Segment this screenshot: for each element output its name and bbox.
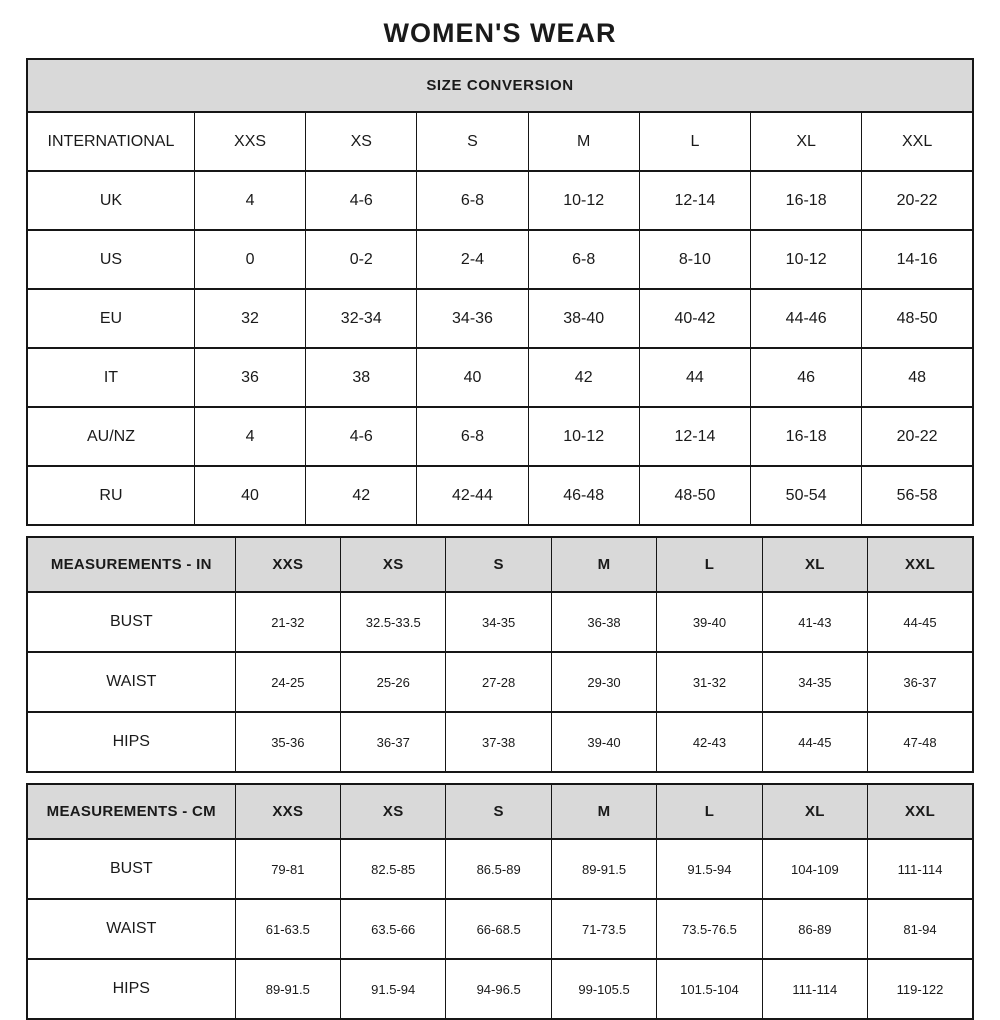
cell: 66-68.5 <box>446 899 551 959</box>
measurements-in-header-row <box>27 537 973 592</box>
cell: 8-10 <box>639 230 750 289</box>
cell: 42-43 <box>657 712 762 772</box>
col-header-xxs: XXS <box>194 112 305 171</box>
table-row-eu <box>27 289 973 348</box>
col-header-m: M <box>528 112 639 171</box>
row-label: BUST <box>27 592 235 652</box>
cell: 16-18 <box>751 171 862 230</box>
cell: 20-22 <box>862 407 973 466</box>
cell: 32 <box>194 289 305 348</box>
cell: 42 <box>306 466 417 525</box>
cell: 38-40 <box>528 289 639 348</box>
measurements-in-table <box>26 536 974 773</box>
cell: 12-14 <box>639 171 750 230</box>
cell: 24-25 <box>235 652 340 712</box>
cell: 6-8 <box>417 171 528 230</box>
cell: 39-40 <box>551 712 656 772</box>
cell: 32.5-33.5 <box>341 592 446 652</box>
cell: 46-48 <box>528 466 639 525</box>
row-label: IT <box>27 348 194 407</box>
cell: 89-91.5 <box>235 959 340 1019</box>
cell: 34-35 <box>446 592 551 652</box>
row-label: UK <box>27 171 194 230</box>
cell: 89-91.5 <box>551 839 656 899</box>
cell: 63.5-66 <box>341 899 446 959</box>
cell: 4 <box>194 407 305 466</box>
table-row-us <box>27 230 973 289</box>
row-label: RU <box>27 466 194 525</box>
cell: 4-6 <box>306 407 417 466</box>
cell: 99-105.5 <box>551 959 656 1019</box>
cell: 21-32 <box>235 592 340 652</box>
cell: 46 <box>751 348 862 407</box>
cell: 10-12 <box>528 171 639 230</box>
cell: 91.5-94 <box>341 959 446 1019</box>
cell: 44-46 <box>751 289 862 348</box>
col-header-xs: XS <box>306 112 417 171</box>
col-header-m: M <box>551 537 656 592</box>
col-header-s: S <box>446 537 551 592</box>
cell: 82.5-85 <box>341 839 446 899</box>
row-label: AU/NZ <box>27 407 194 466</box>
col-header-l: L <box>657 784 762 839</box>
col-header-xxl: XXL <box>868 537 973 592</box>
cell: 36-38 <box>551 592 656 652</box>
cell: 25-26 <box>341 652 446 712</box>
cell: 6-8 <box>528 230 639 289</box>
row-label: BUST <box>27 839 235 899</box>
cell: 56-58 <box>862 466 973 525</box>
cell: 101.5-104 <box>657 959 762 1019</box>
cell: 48-50 <box>639 466 750 525</box>
row-label: US <box>27 230 194 289</box>
cell: 27-28 <box>446 652 551 712</box>
cell: 47-48 <box>868 712 973 772</box>
col-header-measurements-cm: MEASUREMENTS - CM <box>27 784 235 839</box>
cell: 31-32 <box>657 652 762 712</box>
table-row-bust-in <box>27 592 973 652</box>
table-row-waist-in <box>27 652 973 712</box>
col-header-xl: XL <box>751 112 862 171</box>
cell: 35-36 <box>235 712 340 772</box>
cell: 34-35 <box>762 652 867 712</box>
cell: 39-40 <box>657 592 762 652</box>
cell: 2-4 <box>417 230 528 289</box>
measurements-cm-table <box>26 783 974 1020</box>
cell: 36-37 <box>341 712 446 772</box>
size-conversion-table <box>26 58 974 526</box>
col-header-xl: XL <box>762 784 867 839</box>
table-row-it <box>27 348 973 407</box>
col-header-xxs: XXS <box>235 784 340 839</box>
table-row-aunz <box>27 407 973 466</box>
table-row-ru <box>27 466 973 525</box>
col-header-xs: XS <box>341 784 446 839</box>
measurements-cm-header-row <box>27 784 973 839</box>
col-header-s: S <box>446 784 551 839</box>
size-conversion-title-row <box>27 59 973 112</box>
col-header-xxs: XXS <box>235 537 340 592</box>
cell: 79-81 <box>235 839 340 899</box>
cell: 10-12 <box>528 407 639 466</box>
cell: 12-14 <box>639 407 750 466</box>
cell: 20-22 <box>862 171 973 230</box>
col-header-measurements-in: MEASUREMENTS - IN <box>27 537 235 592</box>
cell: 0 <box>194 230 305 289</box>
cell: 4-6 <box>306 171 417 230</box>
cell: 4 <box>194 171 305 230</box>
cell: 111-114 <box>868 839 973 899</box>
col-header-xxl: XXL <box>862 112 973 171</box>
col-header-international: INTERNATIONAL <box>27 112 194 171</box>
cell: 40 <box>194 466 305 525</box>
cell: 81-94 <box>868 899 973 959</box>
size-conversion-title: SIZE CONVERSION <box>27 59 973 112</box>
cell: 40 <box>417 348 528 407</box>
cell: 44-45 <box>868 592 973 652</box>
cell: 111-114 <box>762 959 867 1019</box>
cell: 40-42 <box>639 289 750 348</box>
row-label: WAIST <box>27 652 235 712</box>
cell: 37-38 <box>446 712 551 772</box>
cell: 16-18 <box>751 407 862 466</box>
cell: 36 <box>194 348 305 407</box>
table-row-hips-cm <box>27 959 973 1019</box>
cell: 14-16 <box>862 230 973 289</box>
cell: 42-44 <box>417 466 528 525</box>
col-header-xxl: XXL <box>868 784 973 839</box>
cell: 29-30 <box>551 652 656 712</box>
col-header-l: L <box>639 112 750 171</box>
page-title: WOMEN'S WEAR <box>383 18 617 48</box>
cell: 10-12 <box>751 230 862 289</box>
cell: 86-89 <box>762 899 867 959</box>
col-header-xs: XS <box>341 537 446 592</box>
cell: 6-8 <box>417 407 528 466</box>
table-row-uk <box>27 171 973 230</box>
table-row-waist-cm <box>27 899 973 959</box>
cell: 0-2 <box>306 230 417 289</box>
table-row-hips-in <box>27 712 973 772</box>
cell: 94-96.5 <box>446 959 551 1019</box>
cell: 32-34 <box>306 289 417 348</box>
cell: 91.5-94 <box>657 839 762 899</box>
cell: 119-122 <box>868 959 973 1019</box>
col-header-l: L <box>657 537 762 592</box>
cell: 48-50 <box>862 289 973 348</box>
table-row-bust-cm <box>27 839 973 899</box>
row-label: HIPS <box>27 712 235 772</box>
cell: 36-37 <box>868 652 973 712</box>
cell: 41-43 <box>762 592 867 652</box>
row-label: WAIST <box>27 899 235 959</box>
cell: 104-109 <box>762 839 867 899</box>
col-header-xl: XL <box>762 537 867 592</box>
cell: 73.5-76.5 <box>657 899 762 959</box>
cell: 71-73.5 <box>551 899 656 959</box>
cell: 48 <box>862 348 973 407</box>
row-label: HIPS <box>27 959 235 1019</box>
cell: 61-63.5 <box>235 899 340 959</box>
col-header-s: S <box>417 112 528 171</box>
cell: 44 <box>639 348 750 407</box>
cell: 42 <box>528 348 639 407</box>
cell: 44-45 <box>762 712 867 772</box>
cell: 38 <box>306 348 417 407</box>
cell: 34-36 <box>417 289 528 348</box>
col-header-m: M <box>551 784 656 839</box>
row-label: EU <box>27 289 194 348</box>
size-conversion-header-row <box>27 112 973 171</box>
cell: 50-54 <box>751 466 862 525</box>
cell: 86.5-89 <box>446 839 551 899</box>
